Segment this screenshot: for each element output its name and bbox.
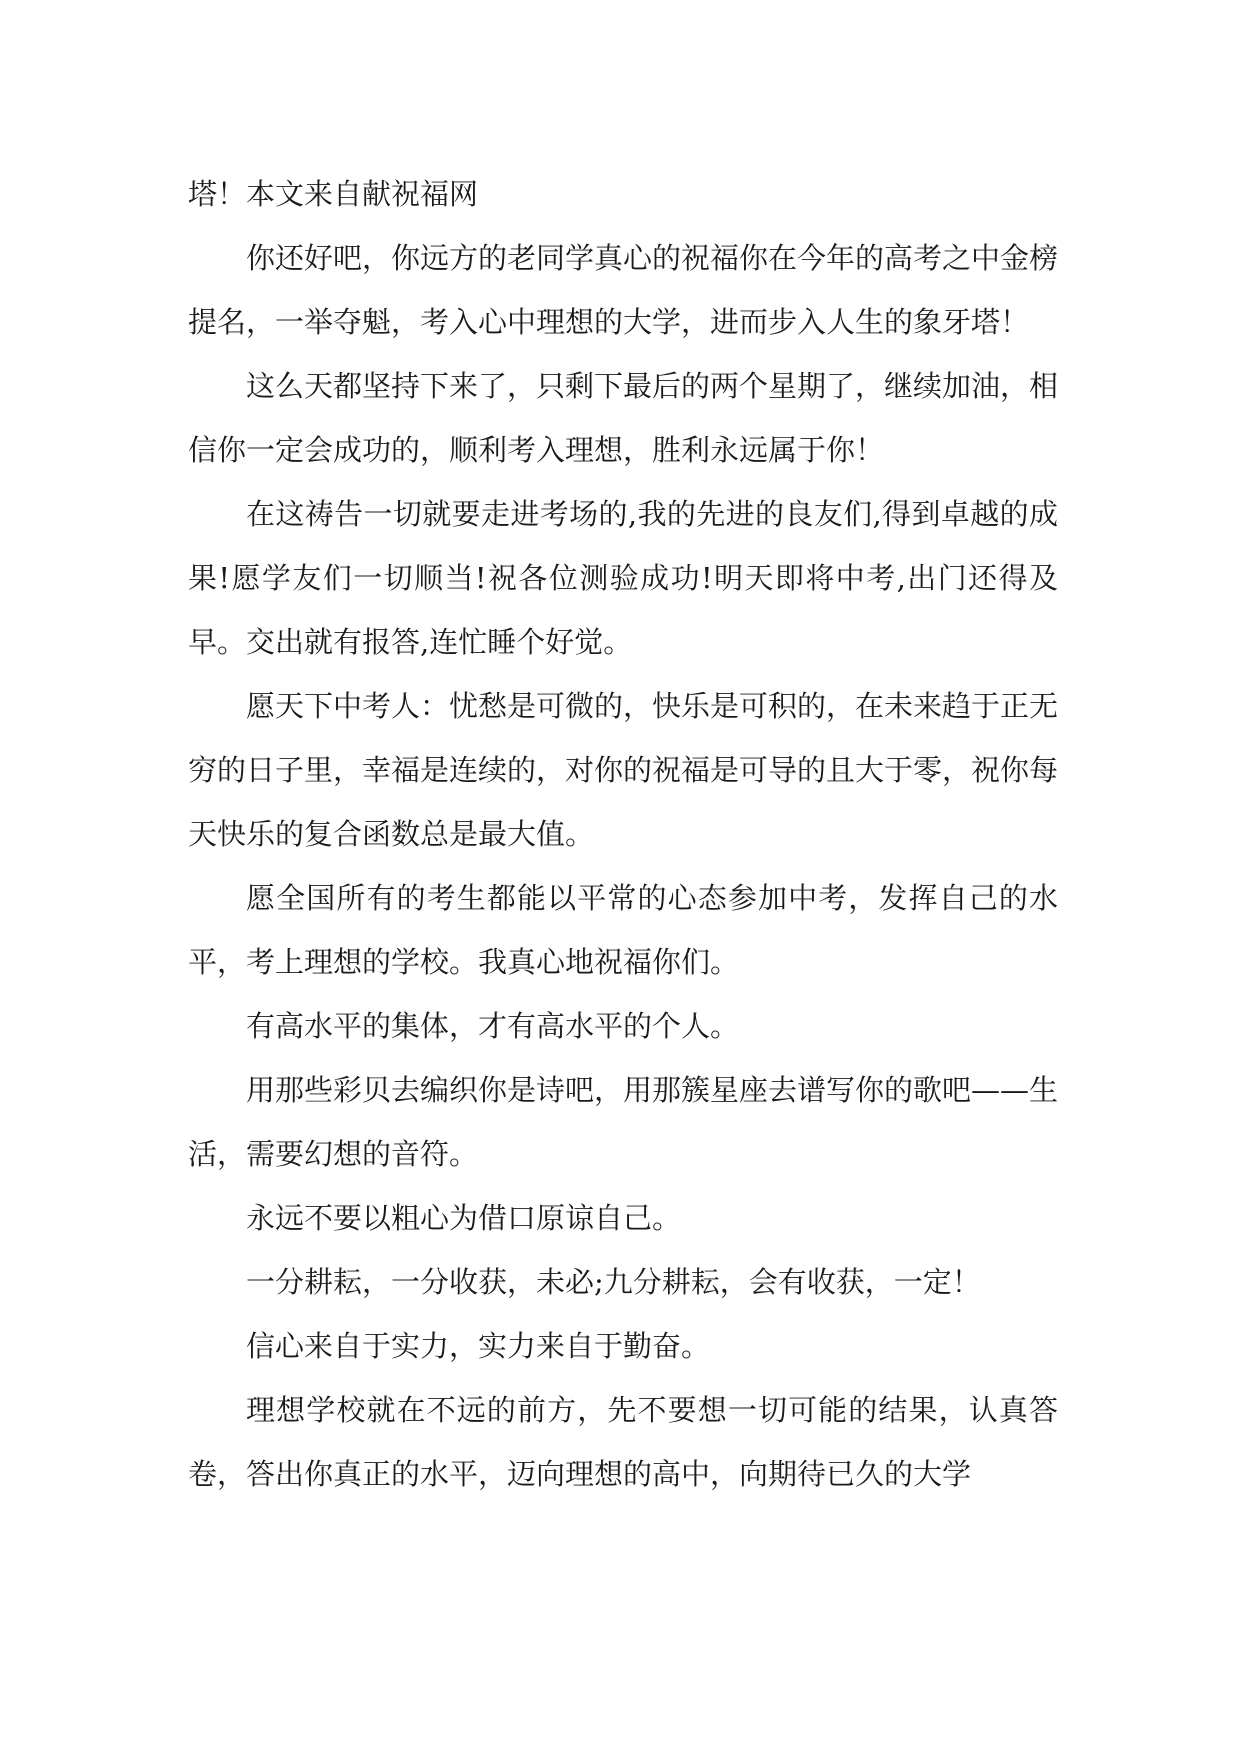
document-page <box>188 162 1058 1506</box>
paragraph: 愿天下中考人：忧愁是可微的，快乐是可积的，在未来趋于正无穷的日子里，幸福是连续的，对你的祝福是可导的且大于零，祝你每天快乐的复合函数总是最大值。 <box>188 689 1059 851</box>
paragraph: 愿全国所有的考生都能以平常的心态参加中考，发挥自己的水平，考上理想的学校。我真心地祝福你们。 <box>188 881 1058 979</box>
paragraph: 塔！本文来自献祝福网 <box>188 177 479 211</box>
paragraph: 有高水平的集体，才有高水平的个人。 <box>246 1009 740 1043</box>
paragraph: 永远不要以粗心为借口原谅自己。 <box>246 1201 682 1235</box>
paragraph: 一分耕耘，一分收获，未必;九分耕耘，会有收获，一定！ <box>246 1265 981 1299</box>
paragraph: 理想学校就在不远的前方，先不要想一切可能的结果，认真答卷，答出你真正的水平，迈向理想的高中，向期待已久的大学 <box>188 1393 1058 1491</box>
paragraph: 你还好吧，你远方的老同学真心的祝福你在今年的高考之中金榜提名，一举夺魁，考入心中理想的大学，进而步入人生的象牙塔！ <box>188 241 1059 339</box>
paragraph: 在这祷告一切就要走进考场的,我的先进的良友们,得到卓越的成果!愿学友们一切顺当!祝各位测验成功!明天即将中考,出门还得及早。交出就有报答,连忙睡个好觉。 <box>188 497 1058 659</box>
paragraph: 信心来自于实力，实力来自于勤奋。 <box>246 1329 711 1363</box>
paragraph: 这么天都坚持下来了，只剩下最后的两个星期了，继续加油，相信你一定会成功的，顺利考入理想，胜利永远属于你！ <box>188 369 1059 467</box>
paragraph: 用那些彩贝去编织你是诗吧，用那簇星座去谱写你的歌吧——生活，需要幻想的音符。 <box>188 1073 1059 1171</box>
